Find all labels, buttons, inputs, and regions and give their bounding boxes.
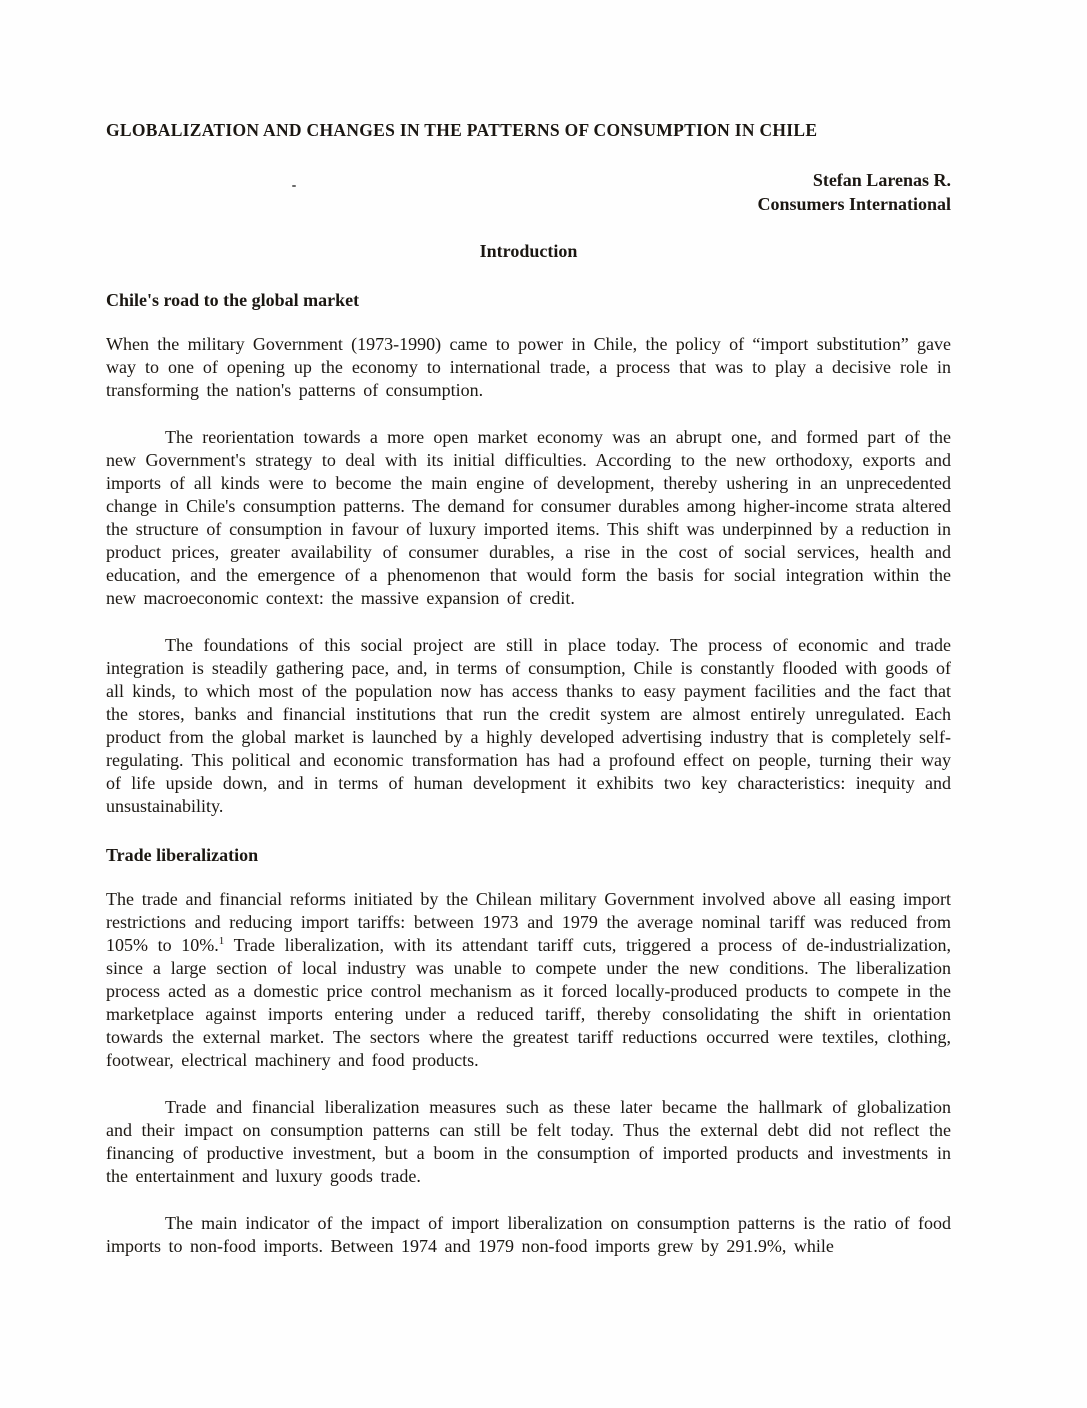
paragraph-food-imports-ratio: The main indicator of the impact of import liberalization on consumption patterns is the ratio of food imports to non-food imports. Between 1974 and 1979 non-food imports grew by 291.9%, while xyxy=(106,1213,951,1256)
paragraph-reorientation: The reorientation towards a more open market economy was an abrupt one, and formed part of the new Government's strategy to deal with its initial difficulties. According to the new orthodoxy, exports and imports of all kinds were to become the main engine of development, thereby ushering in an unprecedented change in Chile's consumption patterns. The demand for consumer durables among higher-income strata altered the structure of consumption in favour of luxury imported items. This shift was underpinned by a reduction in product prices, greater availability of consumer durables, a rise in the cost of social services, health and education, and the emergence of a phenomenon that would form the basis for social integration within the new macroeconomic context: the massive expansion of credit. xyxy=(106,427,951,608)
paragraph-tariff-reforms-text: The trade and financial reforms initiated by the Chilean military Government involved above all easing import restrictions and reducing import tariffs: between 1973 and 1979 the average nominal tariff was reduced from 105% to 10%. xyxy=(106,889,951,955)
section-chiles-road xyxy=(106,289,951,818)
paragraph-tariff-reforms xyxy=(106,888,951,1072)
paragraph-tariff-reforms-continued: Trade liberalization, with its attendant tariff cuts, triggered a process of de-industrialization, since a large section of local industry was unable to compete under the new conditions. The liberalization process acted as a domestic price control mechanism as it forced locally-produced products to compete in the marketplace against imports entering under a reduced tariff, thereby consolidating the shift in orientation towards the external market. The sectors where the greatest tariff reductions occurred were textiles, clothing, footwear, electrical machinery and food products. xyxy=(106,935,951,1070)
author-name: Stefan Larenas R. xyxy=(812,170,951,190)
paragraph-import-substitution: When the military Government (1973-1990) came to power in Chile, the policy of “import substitution” gave way to one of opening up the economy to international trade, a process that was to play a decisive role in transforming the nation's patterns of consumption. xyxy=(106,334,951,400)
footnote-marker-1: 1 xyxy=(218,935,225,947)
section-heading-chiles-road: Chile's road to the global market xyxy=(106,290,360,310)
byline-block xyxy=(106,168,951,216)
paragraph-hallmark-globalization: Trade and financial liberalization measures such as these later became the hallmark of globalization and their impact on consumption patterns can still be felt today. Thus the external debt did not reflect the financing of productive investment, but a boom in the consumption of imported products and investments in the entertainment and luxury goods trade. xyxy=(106,1097,951,1186)
section-trade-liberalization xyxy=(106,844,951,1258)
document-title: GLOBALIZATION AND CHANGES IN THE PATTERNS OF CONSUMPTION IN CHILE xyxy=(106,120,818,140)
introduction-heading: Introduction xyxy=(479,241,578,261)
author-organization: Consumers International xyxy=(757,194,951,214)
paragraph-foundations: The foundations of this social project are still in place today. The process of economic and trade integration is steadily gathering pace, and, in terms of consumption, Chile is constantly flooded with goods of all kinds, to which most of the population now has access thanks to easy payment facilities and the fact that the stores, banks and financial institutions that run the credit system are almost entirely unregulated. Each product from the global market is launched by a highly developed advertising industry that is completely self-regulating. This political and economic transformation has had a profound effect on people, turning their way of life upside down, and in terms of human development it exhibits two key characteristics: inequity and unsustainability. xyxy=(106,635,951,816)
section-heading-trade-liberalization: Trade liberalization xyxy=(106,845,259,865)
page-content xyxy=(106,120,951,1258)
